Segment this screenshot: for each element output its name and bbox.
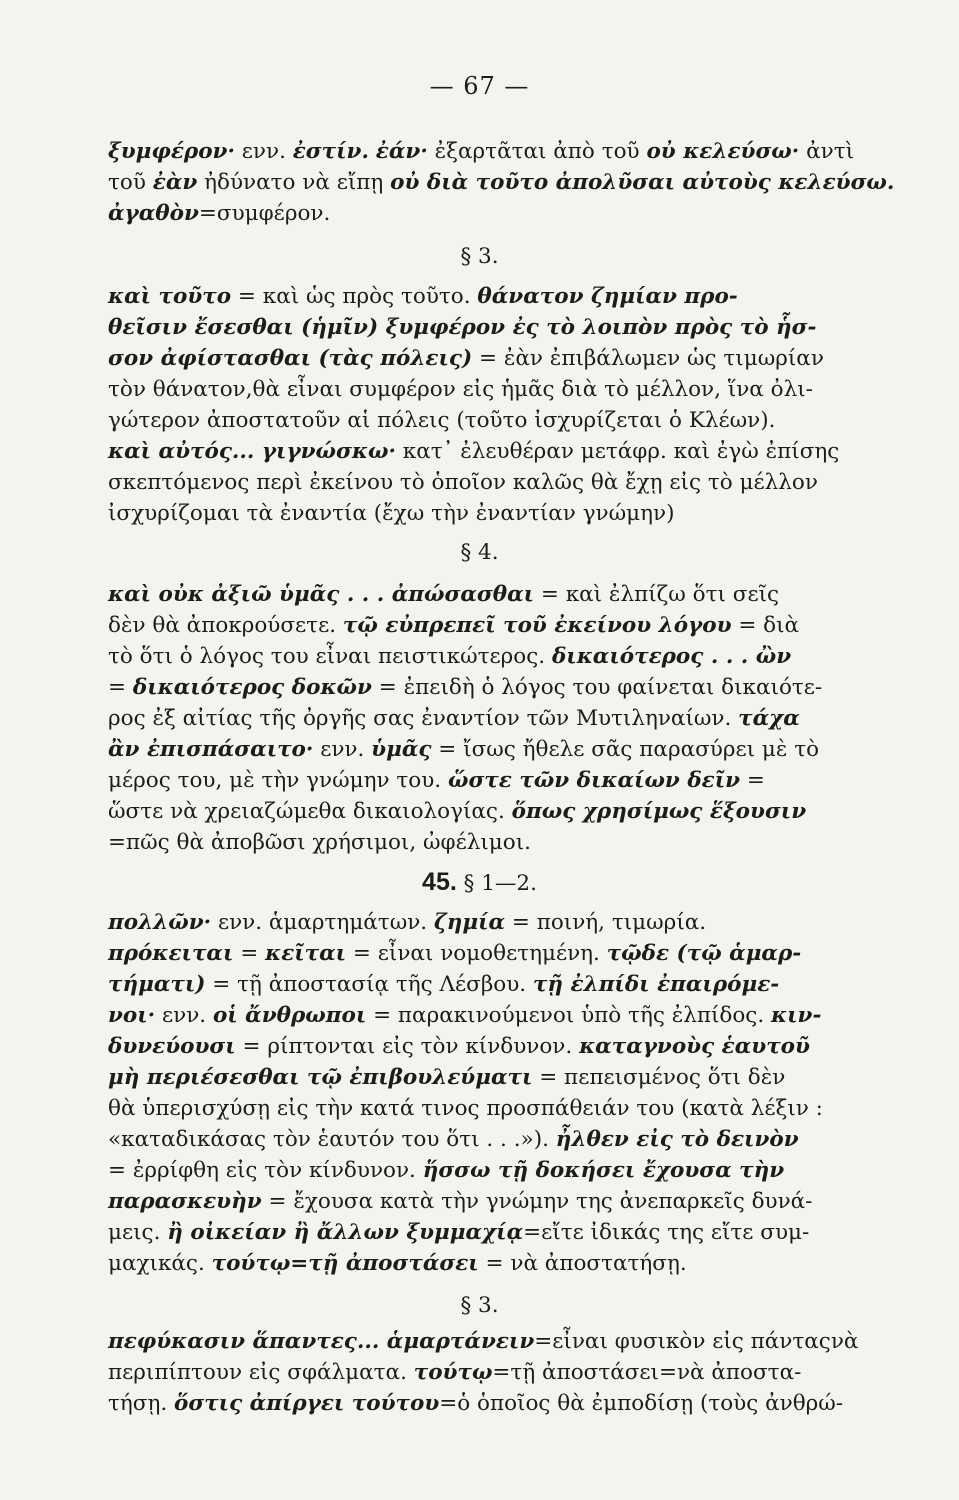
lemma-term: κεῖται [265, 941, 347, 966]
gloss-text: = ἴσως ἤθελε σᾶς παρασύρει μὲ τὸ [431, 737, 820, 762]
lemma-term: παρασκευὴν [108, 1189, 262, 1214]
gloss-text: = πεπεισμένος ὅτι δὲν [532, 1065, 786, 1090]
lemma-term: ἂν ἐπισπάσαιτο· [108, 737, 314, 762]
text-line [108, 375, 848, 405]
gloss-text: = ἐρρίφθη εἰς τὸν κίνδυνον. [108, 1158, 423, 1183]
text-line [108, 828, 848, 858]
gloss-text: «καταδικάσας τὸν ἑαυτόν του ὅτι . . .»). [108, 1127, 556, 1152]
lemma-term: οὐ διὰ τοῦτο ἀπολῦσαι αὐτοὺς κελεύσω. [390, 170, 895, 195]
gloss-text: = ἐὰν ἐπιβάλωμεν ὡς τιμωρίαν [472, 346, 824, 371]
lemma-term: ξυμφέρον· [108, 139, 235, 164]
gloss-text: τὸ ὅτι ὁ λόγος του εἶναι πειστικώτερος. [108, 644, 552, 669]
gloss-text: ἀντὶ [799, 139, 855, 164]
text-line [108, 704, 848, 734]
text-line [108, 970, 848, 1000]
lemma-term: τούτῳ=τῇ ἀποστάσει [211, 1251, 479, 1276]
gloss-text: ὥστε νὰ χρειαζώμεθα δικαιολογίας. [108, 799, 512, 824]
gloss-text: ενν. [155, 1003, 213, 1028]
text-line [108, 168, 895, 198]
lemma-term: τῷ εὐπρεπεῖ τοῦ ἐκείνου λόγου [342, 613, 732, 638]
section-heading: § 4. [460, 540, 499, 565]
text-line [108, 1094, 848, 1124]
text-line [108, 735, 848, 765]
text-line [108, 137, 855, 167]
lemma-term: ἥσσω τῇ δοκήσει ἔχουσα τὴν [422, 1158, 785, 1183]
text-line [108, 797, 848, 827]
lemma-term: ὑμᾶς [371, 737, 432, 762]
text-line [108, 344, 848, 374]
text-line [108, 1218, 848, 1248]
gloss-text: = διὰ [731, 613, 800, 638]
lemma-term: τῷδε (τῷ ἁμαρ- [606, 941, 802, 966]
lemma-term: πεφύκασιν ἅπαντες... ἁμαρτάνειν [108, 1329, 535, 1354]
page-number: — 67 — [429, 72, 530, 100]
text-line [108, 437, 848, 467]
lemma-term: ζημία [433, 910, 506, 935]
gloss-text: μέρος του, μὲ τὴν γνώμην του. [108, 768, 448, 793]
gloss-text: κατ᾽ ἐλευθέραν μετάφρ. καὶ ἐγὼ ἐπίσης [395, 439, 840, 464]
lemma-term: οὐ κελεύσω· [646, 139, 800, 164]
text-line [108, 1389, 848, 1419]
text-line [108, 468, 848, 498]
text-line [108, 1156, 848, 1186]
lemma-term: ἐάν· [375, 139, 428, 164]
gloss-text: = ρίπτονται εἰς τὸν κίνδυνον. [235, 1034, 580, 1059]
text-line [108, 199, 848, 229]
text-line [108, 642, 848, 672]
lemma-term: καὶ οὐκ ἀξιῶ ὑμᾶς . . . ἀπώσασθαι [108, 582, 535, 607]
section-range: § 1—2. [463, 871, 537, 896]
section-heading: § 3. [460, 1293, 499, 1318]
gloss-text: =πῶς θὰ ἀποβῶσι χρήσιμοι, ὠφέλιμοι. [108, 830, 531, 855]
text-line [108, 673, 848, 703]
gloss-text: ἐξαρτᾶται ἀπὸ τοῦ [427, 139, 647, 164]
gloss-text: = καὶ ὡς πρὸς τοῦτο. [231, 284, 478, 309]
gloss-text: = ποινή, τιμωρία. [505, 910, 707, 935]
lemma-term: πρόκειται [108, 941, 234, 966]
text-line [108, 1327, 859, 1357]
chapter-number: 45. [422, 868, 457, 896]
lemma-term: ἐστίν. [292, 139, 369, 164]
lemma-term: θεῖσιν ἔσεσθαι (ἡμῖν) ξυμφέρον ἐς τὸ λοιπὸν πρὸς τὸ ἧσ- [108, 315, 817, 340]
text-line [108, 1358, 848, 1388]
gloss-text: μεις. [108, 1220, 168, 1245]
gloss-text: =ὁ ὁποῖος θὰ ἐμποδίσῃ (τοὺς ἀνθρώ- [439, 1391, 844, 1416]
gloss-text: =συμφέρον. [198, 201, 331, 226]
gloss-text: = τῇ ἀποστασίᾳ τῆς Λέσβου. [205, 972, 533, 997]
gloss-text: θὰ ὑπερισχύσῃ εἰς τὴν κατά τινος προσπάθειάν του (κατὰ λέξιν : [108, 1096, 823, 1121]
text-line [108, 939, 848, 969]
lemma-term: σον ἀφίστασθαι (τὰς πόλεις) [108, 346, 473, 371]
gloss-text: ἠδύνατο νὰ εἴπῃ [197, 170, 391, 195]
gloss-text: δὲν θὰ ἀποκρούσετε. [108, 613, 343, 638]
text-line [108, 1187, 848, 1217]
gloss-text: ἰσχυρίζομαι τὰ ἐναντία (ἔχω τὴν ἐναντίαν γνώμην) [108, 501, 675, 526]
gloss-text: τήσῃ. [108, 1391, 175, 1416]
lemma-term: καταγνοὺς ἑαυτοῦ [579, 1034, 810, 1059]
lemma-term: κιν- [771, 1003, 822, 1028]
gloss-text: = εἶναι νομοθετημένη. [346, 941, 607, 966]
gloss-text: γώτερον ἀποστατοῦν αἱ πόλεις (τοῦτο ἰσχυρίζεται ὁ Κλέων). [108, 408, 776, 433]
lemma-term: δικαιότερος δοκῶν [132, 675, 372, 700]
text-line [108, 1125, 848, 1155]
gloss-text: μαχικάς. [108, 1251, 212, 1276]
gloss-text [369, 139, 376, 164]
lemma-term: καὶ τοῦτο [108, 284, 232, 309]
gloss-text: =εἶναι φυσικὸν εἰς πάνταςνὰ [534, 1329, 859, 1354]
gloss-text: τὸν θάνατον,θὰ εἶναι συμφέρον εἰς ἡμᾶς διὰ τὸ μέλλον, ἵνα ὀλι- [108, 377, 813, 402]
gloss-text: = ἐπειδὴ ὁ λόγος του φαίνεται δικαιότε- [371, 675, 823, 700]
lemma-term: καὶ αὐτός... γιγνώσκω· [108, 439, 396, 464]
lemma-term: τάχα [738, 706, 800, 731]
text-line [108, 406, 848, 436]
gloss-text: = [233, 941, 266, 966]
text-line [108, 611, 848, 641]
gloss-text: = ἔχουσα κατὰ τὴν γνώμην της ἀνεπαρκεῖς δυνά- [261, 1189, 813, 1214]
gloss-text: = παρακινούμενοι ὑπὸ τῆς ἐλπίδος. [366, 1003, 772, 1028]
lemma-term: τήματι) [108, 972, 206, 997]
gloss-text: ενν. ἁμαρτημάτων. [211, 910, 434, 935]
text-line [108, 313, 848, 343]
section-heading: § 3. [460, 244, 499, 269]
gloss-text: ενν. [234, 139, 293, 164]
lemma-term: ὅπως χρησίμως ἕξουσιν [511, 799, 807, 824]
text-line [108, 908, 848, 938]
lemma-term: δυνεύουσι [108, 1034, 236, 1059]
lemma-term: ἀγαθὸν [108, 201, 199, 226]
lemma-term: δικαιότερος . . . ὢν [551, 644, 792, 669]
text-line [108, 1001, 848, 1031]
gloss-text: ενν. [313, 737, 372, 762]
text-line [108, 1032, 848, 1062]
gloss-text: =εἴτε ἰδικάς της εἴτε συμ- [523, 1220, 810, 1245]
lemma-term: πολλῶν· [108, 910, 212, 935]
gloss-text: = καὶ ἐλπίζω ὅτι σεῖς [534, 582, 780, 607]
lemma-term: θάνατον ζημίαν προ- [477, 284, 738, 309]
text-line [108, 282, 848, 312]
lemma-term: ἢ οἰκείαν ἢ ἄλλων ξυμμαχίᾳ [167, 1220, 524, 1245]
text-line [108, 499, 848, 529]
gloss-text: σκεπτόμενος περὶ ἐκείνου τὸ ὁποῖον καλῶς θὰ ἔχῃ εἰς τὸ μέλλον [108, 470, 818, 495]
gloss-text: περιπίπτουν εἰς σφάλματα. [108, 1360, 414, 1385]
chapter-heading [0, 868, 959, 897]
lemma-term: μὴ περιέσεσθαι τῷ ἐπιβουλεύματι [108, 1065, 533, 1090]
lemma-term: ἐὰν [152, 170, 198, 195]
lemma-term: ἦλθεν εἰς τὸ δεινὸν [555, 1127, 799, 1152]
lemma-term: τούτῳ [413, 1360, 493, 1385]
gloss-text: = [740, 768, 765, 793]
text-line [108, 1063, 848, 1093]
text-line [108, 1249, 848, 1279]
lemma-term: οἱ ἄνθρωποι [212, 1003, 367, 1028]
lemma-term: νοι· [108, 1003, 156, 1028]
lemma-term: ὥστε τῶν δικαίων δεῖν [447, 768, 741, 793]
lemma-term: ὅστις ἀπίργει τούτου [174, 1391, 440, 1416]
gloss-text: τοῦ [108, 170, 153, 195]
gloss-text: = νὰ ἀποστατήσῃ. [478, 1251, 687, 1276]
gloss-text: =τῇ ἀποστάσει=νὰ ἀποστα- [492, 1360, 802, 1385]
gloss-text: = [108, 675, 133, 700]
text-line [108, 580, 848, 610]
lemma-term: τῇ ἐλπίδι ἐπαιρόμε- [532, 972, 780, 997]
text-line [108, 766, 848, 796]
gloss-text: ρος ἐξ αἰτίας τῆς ὀργῆς σας ἐναντίον τῶν Μυτιληναίων. [108, 706, 739, 731]
